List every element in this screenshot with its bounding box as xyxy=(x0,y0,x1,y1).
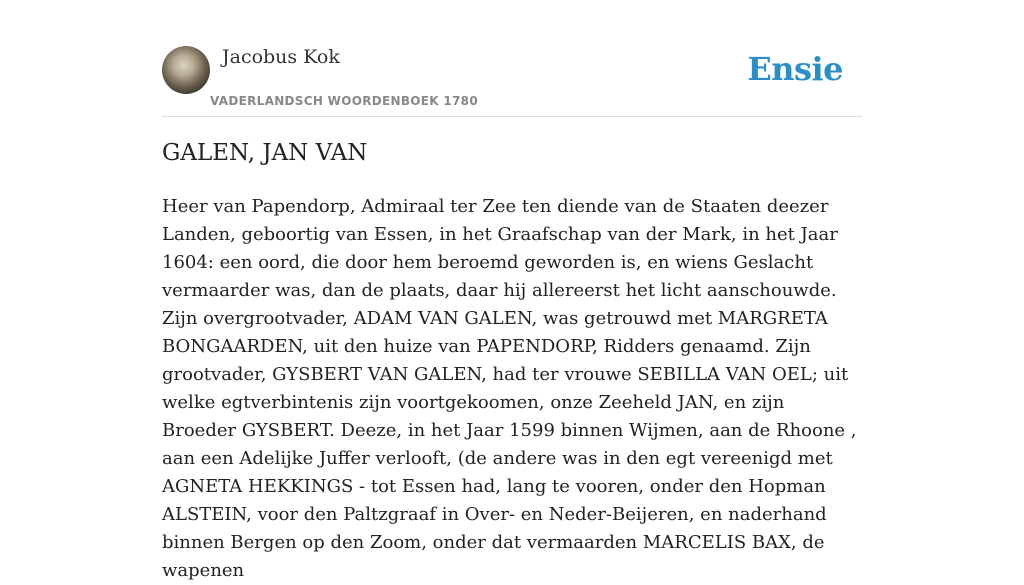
article-title: GALEN, JAN VAN xyxy=(162,140,368,166)
header xyxy=(162,0,862,117)
article-body: Heer van Papendorp, Admiraal ter Zee ten diende van de Staaten deezer Landen, geboortig van Essen, in het Graafschap van der Mark, in het Jaar 1604: een oord, die door hem beroemd geworden is, en wiens Geslacht vermaarder was, dan de plaats, daar hij allereerst het licht aanschouwde. Zijn overgrootvader, ADAM VAN GALEN, was getrouwd met MARGRETA BONGAARDEN, uit den huize van PAPENDORP, Ridders genaamd. Zijn grootvader, GYSBERT VAN GALEN, had ter vrouwe SEBILLA VAN OEL; uit welke egtverbintenis zijn voortgekoomen, onze Zeeheld JAN, en zijn Broeder GYSBERT. Deeze, in het Jaar 1599 binnen Wijmen, aan de Rhoone , aan een Adelijke Juffer verlooft, (de andere was in den egt vereenigd met AGNETA HEKKINGS - tot Essen had, lang te vooren, onder den Hopman ALSTEIN, voor den Paltzgraaf in Over- en Neder-Beijeren, en naderhand binnen Bergen op den Zoom, onder dat vermaarden MARCELIS BAX, de wapenen xyxy=(162,196,857,581)
author-avatar[interactable] xyxy=(162,46,210,94)
brand-logo[interactable]: Ensie xyxy=(747,50,843,88)
author-name[interactable]: Jacobus Kok xyxy=(222,46,340,68)
page xyxy=(162,0,862,581)
source-label[interactable]: VADERLANDSCH WOORDENBOEK 1780 xyxy=(210,94,478,108)
